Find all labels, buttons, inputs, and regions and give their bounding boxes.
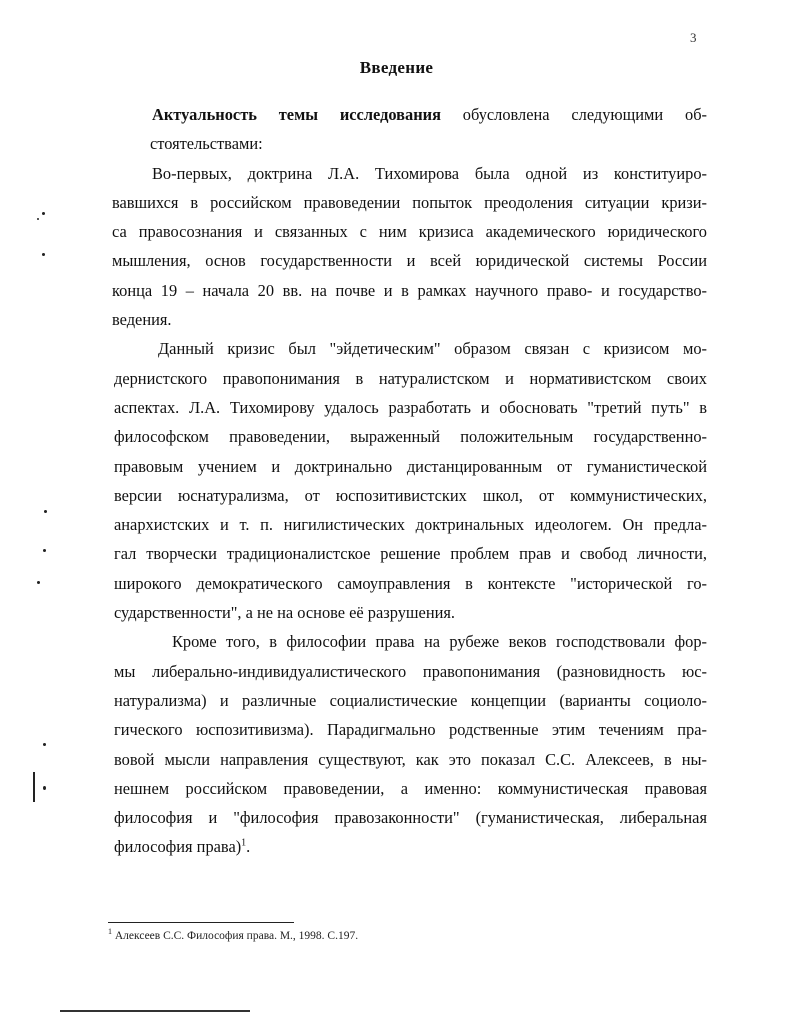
paragraph-line: конца 19 – начала 20 вв. на почве и в рамках научного право- и государство- xyxy=(112,280,707,300)
paragraph-line: правовым учением и доктринально дистанцированным от гуманистической xyxy=(114,456,707,476)
scan-speck xyxy=(42,212,45,215)
paragraph-line: вовой мысли направления существуют, как это показал С.С. Алексеев, в ны- xyxy=(114,749,707,769)
scan-mark xyxy=(33,772,35,802)
scan-speck xyxy=(43,786,46,790)
intro-line-2: стоятельствами: xyxy=(150,134,263,154)
footnote-reference: 1 xyxy=(241,837,247,849)
paragraph-1 xyxy=(112,159,707,335)
paragraph-line: аспектах. Л.А. Тихомирову удалось разработать и обосновать "третий путь" в xyxy=(114,397,707,417)
scan-speck xyxy=(43,549,46,552)
paragraph-line: дернистского правопонимания в натуралистском и нормативистском своих xyxy=(114,368,707,388)
footnote-divider xyxy=(108,922,294,923)
paragraph-line: философском правоведении, выраженный положительным государственно- xyxy=(114,427,707,447)
paragraph-line: анархистских и т. п. нигилистических доктринальных идеологем. Он предла- xyxy=(114,515,707,535)
paragraph-line: Во-первых, доктрина Л.А. Тихомирова была одной из конституиро- xyxy=(152,163,707,183)
paragraph-line: мы либерально-индивидуалистического правопонимания (разновидность юс- xyxy=(114,661,707,681)
paragraph-line: ведения. xyxy=(112,310,172,330)
scan-speck xyxy=(44,510,47,513)
paragraph-3 xyxy=(114,627,707,861)
scan-speck xyxy=(37,581,40,584)
intro-bold-phrase: Актуальность темы исследования xyxy=(152,105,441,124)
paragraph-line: Кроме того, в философии права на рубеже веков господствовали фор- xyxy=(172,632,707,652)
page-title: Введение xyxy=(359,58,434,77)
page-number: 3 xyxy=(690,30,697,45)
footnote xyxy=(108,927,668,942)
footnote-text: Алексеев С.С. Философия права. М., 1998. С.197. xyxy=(114,930,359,942)
paragraph-line-text: философия права) xyxy=(114,837,242,857)
scan-edge-line xyxy=(60,1010,250,1012)
paragraph-line: широкого демократического самоуправления в контексте "исторической го- xyxy=(114,573,707,593)
footnote-mark: 1 xyxy=(108,927,112,937)
paragraph-line: гал творчески традиционалистское решение проблем прав и свобод личности, xyxy=(114,544,707,564)
paragraph-line: версии юснатурализма, от юспозитивистских школ, от коммунистических, xyxy=(114,485,707,505)
document-body xyxy=(112,100,707,862)
paragraph-line: натурализма) и различные социалистические концепции (варианты социоло- xyxy=(114,690,707,710)
paragraph-line: Данный кризис был "эйдетическим" образом связан с кризисом мо- xyxy=(158,339,707,359)
intro-rest: обусловлена следующими об- xyxy=(462,105,707,124)
paragraph-line: сударственности", а не на основе её разрушения. xyxy=(114,603,455,623)
scan-speck xyxy=(37,218,39,220)
paragraph-2 xyxy=(114,334,707,627)
paragraph-line: философия и "философия правозаконности" (гуманистическая, либеральная xyxy=(114,808,707,828)
paragraph-last-line xyxy=(114,832,707,861)
intro-paragraph xyxy=(152,100,707,159)
paragraph-line: са правосознания и связанных с ним кризиса академического юридического xyxy=(112,222,707,242)
paragraph-end: . xyxy=(246,837,251,857)
paragraph-line: вавшихся в российском правоведении попыток преодоления ситуации кризи- xyxy=(112,192,707,212)
intro-line-1 xyxy=(152,100,707,129)
paragraph-line: гического юспозитивизма). Парадигмально родственные этим течениям пра- xyxy=(114,720,707,740)
paragraph-line: мышления, основ государственности и всей юридической системы России xyxy=(112,251,707,271)
paragraph-line: нешнем российском правоведении, а именно: коммунистическая правовая xyxy=(114,778,707,798)
scan-speck xyxy=(43,743,46,746)
scan-speck xyxy=(42,253,45,256)
